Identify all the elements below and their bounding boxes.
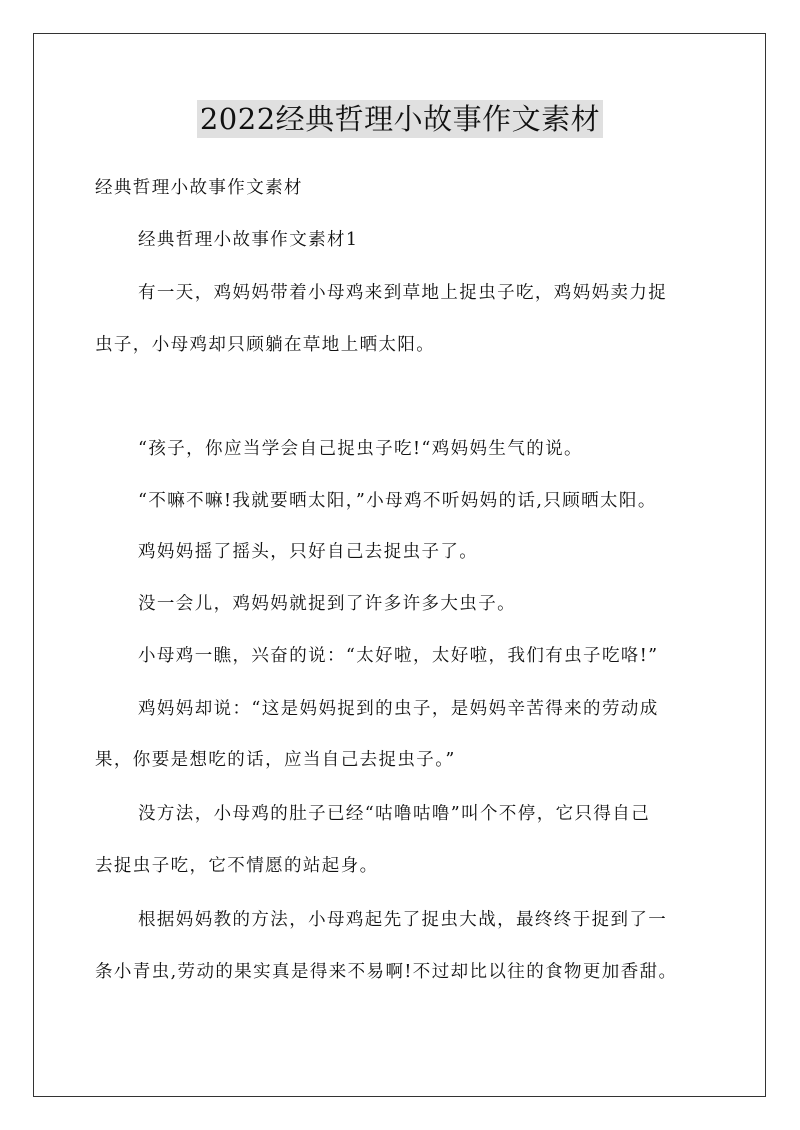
paragraph-line: 鸡妈妈摇了摇头，只好自己去捉虫子了。 [138,542,479,562]
document-subheading: 经典哲理小故事作文素材1 [138,230,359,250]
paragraph-line: 条小青虫,劳动的果实真是得来不易啊!不过却比以往的食物更加香甜。 [95,962,678,982]
paragraph-line: 果，你要是想吃的话，应当自己去捉虫子。” [95,750,456,770]
document-title-text: 2022经典哲理小故事作文素材 [197,100,603,138]
paragraph-line: 没一会儿，鸡妈妈就捉到了许多许多大虫子。 [138,594,516,614]
paragraph-line: 鸡妈妈却说：“这是妈妈捉到的虫子，是妈妈辛苦得来的劳动成 [138,699,659,719]
paragraph-line: 有一天，鸡妈妈带着小母鸡来到草地上捉虫子吃，鸡妈妈卖力捉 [138,283,668,303]
paragraph-line: “不嘛不嘛!我就要晒太阳，”小母鸡不听妈妈的话,只顾晒太阳。 [138,491,657,511]
document-title [0,100,800,138]
paragraph-line: 根据妈妈教的方法，小母鸡起先了捉虫大战，最终终于捉到了一 [138,910,668,930]
document-heading: 经典哲理小故事作文素材 [95,178,303,198]
paragraph-line: 虫子，小母鸡却只顾躺在草地上晒太阳。 [95,335,436,355]
paragraph-line: “孩子，你应当学会自己捉虫子吃!“鸡妈妈生气的说。 [138,439,583,459]
paragraph-line: 没方法，小母鸡的肚子已经“咕噜咕噜”叫个不停，它只得自己 [138,804,651,824]
paragraph-line: 小母鸡一瞧，兴奋的说：“太好啦，太好啦，我们有虫子吃咯!” [138,646,659,666]
paragraph-line: 去捉虫子吃，它不情愿的站起身。 [95,856,379,876]
